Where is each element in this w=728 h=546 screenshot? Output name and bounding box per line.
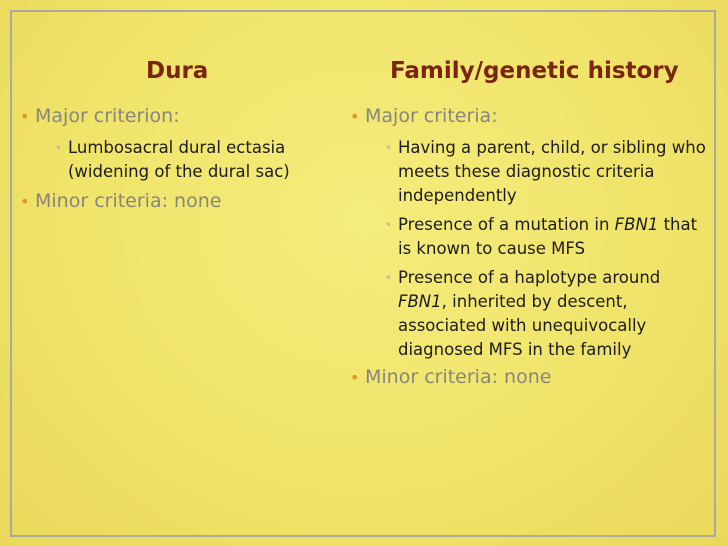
dura-minor-label: Minor criteria: none	[35, 190, 222, 212]
sub-bullet-icon: •	[385, 271, 393, 285]
family-minor-label: Minor criteria: none	[365, 366, 552, 388]
family-major-item-relative	[379, 136, 712, 208]
dura-major-label: Major criterion:	[35, 105, 180, 127]
bullet-icon: •	[20, 107, 30, 126]
family-major-item-mutation	[379, 213, 712, 261]
family-item-relative-text: Having a parent, child, or sibling who meets these diagnostic criteria independently	[398, 138, 706, 205]
dura-major-item-text: Lumbosacral dural ectasia (widening of the dural sac)	[68, 138, 290, 181]
sub-bullet-icon: •	[385, 141, 393, 155]
family-major-item-haplotype	[379, 266, 712, 362]
dura-heading: Dura	[146, 58, 209, 84]
family-minor-criteria	[350, 365, 712, 390]
bullet-icon: •	[350, 368, 360, 387]
family-heading: Family/genetic history	[390, 58, 679, 84]
dura-minor-criteria	[20, 189, 335, 214]
family-major-criteria	[350, 104, 712, 362]
dura-criteria-list	[20, 104, 335, 214]
family-item-mutation-suffix: that is known to cause MFS	[398, 215, 698, 258]
bullet-icon: •	[20, 192, 30, 211]
family-item-haplotype-prefix: Presence of a haplotype around	[398, 268, 661, 287]
family-item-haplotype-suffix: , inherited by descent, associated with unequivocally diagnosed MFS in the family	[398, 292, 647, 359]
dura-major-item	[49, 136, 335, 184]
bullet-icon: •	[350, 107, 360, 126]
family-major-sublist	[365, 136, 712, 362]
family-column	[350, 104, 712, 390]
gene-name: FBN1	[614, 215, 659, 234]
gene-name: FBN1	[398, 292, 442, 311]
sub-bullet-icon: •	[385, 218, 393, 232]
family-criteria-list	[350, 104, 712, 390]
dura-major-sublist	[35, 136, 335, 184]
family-item-mutation-prefix: Presence of a mutation in	[398, 215, 615, 234]
dura-column	[20, 104, 335, 214]
family-major-label: Major criteria:	[365, 105, 498, 127]
dura-major-criterion	[20, 104, 335, 184]
sub-bullet-icon: •	[55, 141, 63, 155]
